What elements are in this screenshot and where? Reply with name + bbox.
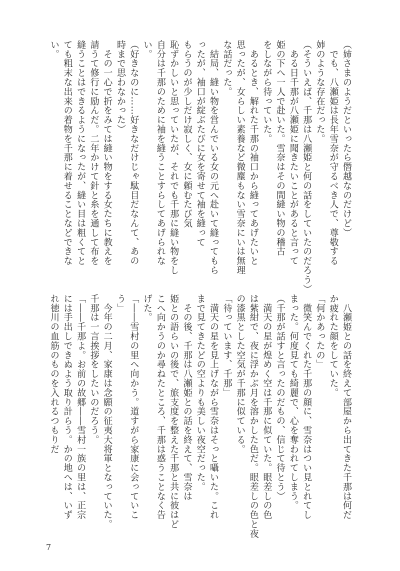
text-line: 縫うことはできるようになったが、縫い目は粗くてと xyxy=(75,40,86,266)
text-line: には手出しできぬよう取り計らう。かの地へは、いず xyxy=(61,294,72,520)
text-line: 結局、縫い物を営んでいる女の元へ赴いて縫ってもら xyxy=(208,40,219,275)
text-line: い。 xyxy=(48,40,59,59)
text-line: をしながら待っていた。 xyxy=(261,40,272,144)
text-line: 「――雪村の里へ向かう。道すがら家康に会っていこ xyxy=(128,294,139,520)
text-line: 時まで思わなかった） xyxy=(114,40,125,134)
text-line: 姉のような存在だった。 xyxy=(314,40,325,144)
text-line: 思ったが、女らしい素養など微塵もない雪奈にいは無理 xyxy=(234,40,245,275)
text-line: 八瀬姫との話を終えて部屋から出てきた千那は何だ xyxy=(341,294,351,520)
text-line: は紫紺で、夜に浮かぶ月を溶かした色だ。眼差しの色と夜 xyxy=(247,294,258,539)
text-line: その後、千那は八瀬姫との話を終えて、雪奈は xyxy=(181,294,192,501)
text-line: 恥ずかしいと思っていたが、それでも千那に縫い物をし xyxy=(168,40,179,275)
text-line: れ徳川の血筋のものを入れるつもりだ xyxy=(48,294,59,454)
text-line: ても粗末な出来の着物を千那に着せることなどできな xyxy=(61,40,72,266)
text-line: 満天の星が煌めく空は千那に似ていた。眼差しの色 xyxy=(261,294,272,520)
lower-text-block xyxy=(48,294,352,539)
text-line: こへ向かうのか尋ねたところ、千那は惑うことなく告 xyxy=(154,294,165,520)
text-line: まで見てきたどの空よりも美しい夜空だった。 xyxy=(194,294,205,492)
text-line: い。 xyxy=(141,40,152,59)
text-line: 「待っています、千那」 xyxy=(221,294,232,398)
text-line: か疲れた顔をしていた。 xyxy=(327,294,338,398)
text-line: （そういえば、千那は八瀬姫と何の話をしていたのだろう） xyxy=(301,40,312,294)
text-line: な話だった。 xyxy=(221,40,232,97)
text-line: 請うて修行に励んだ。二年かけて針と糸を通して布を xyxy=(88,40,99,266)
text-line: 微笑んでくれた千那の顔に、雪奈はつい見とれてし xyxy=(301,294,312,520)
text-line: 千那は一言挨拶をしたいのだろう。 xyxy=(88,294,99,445)
text-line: ある日千那が八瀬姫に聞きたいことがあると言って xyxy=(287,40,298,266)
text-line: （好きなのに……好きなだけじゃ駄目だなんて、あの xyxy=(128,40,139,266)
text-line: 「――千那よ。お前の故郷――雪村一族の里は、正宗 xyxy=(75,294,86,520)
text-line: う」 xyxy=(114,294,125,313)
text-line: （千那が話すと言ったのだもの、信じて待とう） xyxy=(274,294,285,501)
text-line: 今年の二月、家康は念願の征夷大将軍となっていた。 xyxy=(101,294,112,529)
text-line: 姫との語らいの後で、旅支度を整えた千那と共に彼はど xyxy=(168,294,179,529)
text-line: ったが、袖口が綻ぶたびに女を寄せて袖を縫って xyxy=(194,40,205,247)
text-line: あるとき、解れた千那の袖口から縫ってあげたいと xyxy=(247,40,258,266)
text-line: 「何かあったの」 xyxy=(314,294,325,370)
text-line: もらうのが少しだけ寂しく、女に頼むたび気 xyxy=(181,40,192,228)
text-line: まった。何度見ても綺麗で、心を奪われてしまう。 xyxy=(287,294,298,511)
text-line: げた。 xyxy=(141,294,152,323)
text-line: 姫の下へ一人で赴いた。雪奈はその間縫い物の稽古 xyxy=(274,40,285,257)
text-line: その一心で折をみては縫い物をする女たちに教えを xyxy=(101,40,112,266)
text-line: 満天の星を見上げながら雪奈はそっと囁いた。これ xyxy=(208,294,219,520)
upper-text-block xyxy=(48,40,352,294)
text-line: 自分は千那のために袖を縫うことすらしてあげられな xyxy=(154,40,165,266)
text-line: でも、八瀬姫は長年雪奈が守るべき人で、尊敬する xyxy=(327,40,338,266)
text-line: の漆黒とした空気が千那に似ている。 xyxy=(234,294,245,454)
text-line: （姉さまのようだといったら僭越なのだけど） xyxy=(341,40,351,238)
page-number: 7 xyxy=(46,543,52,552)
